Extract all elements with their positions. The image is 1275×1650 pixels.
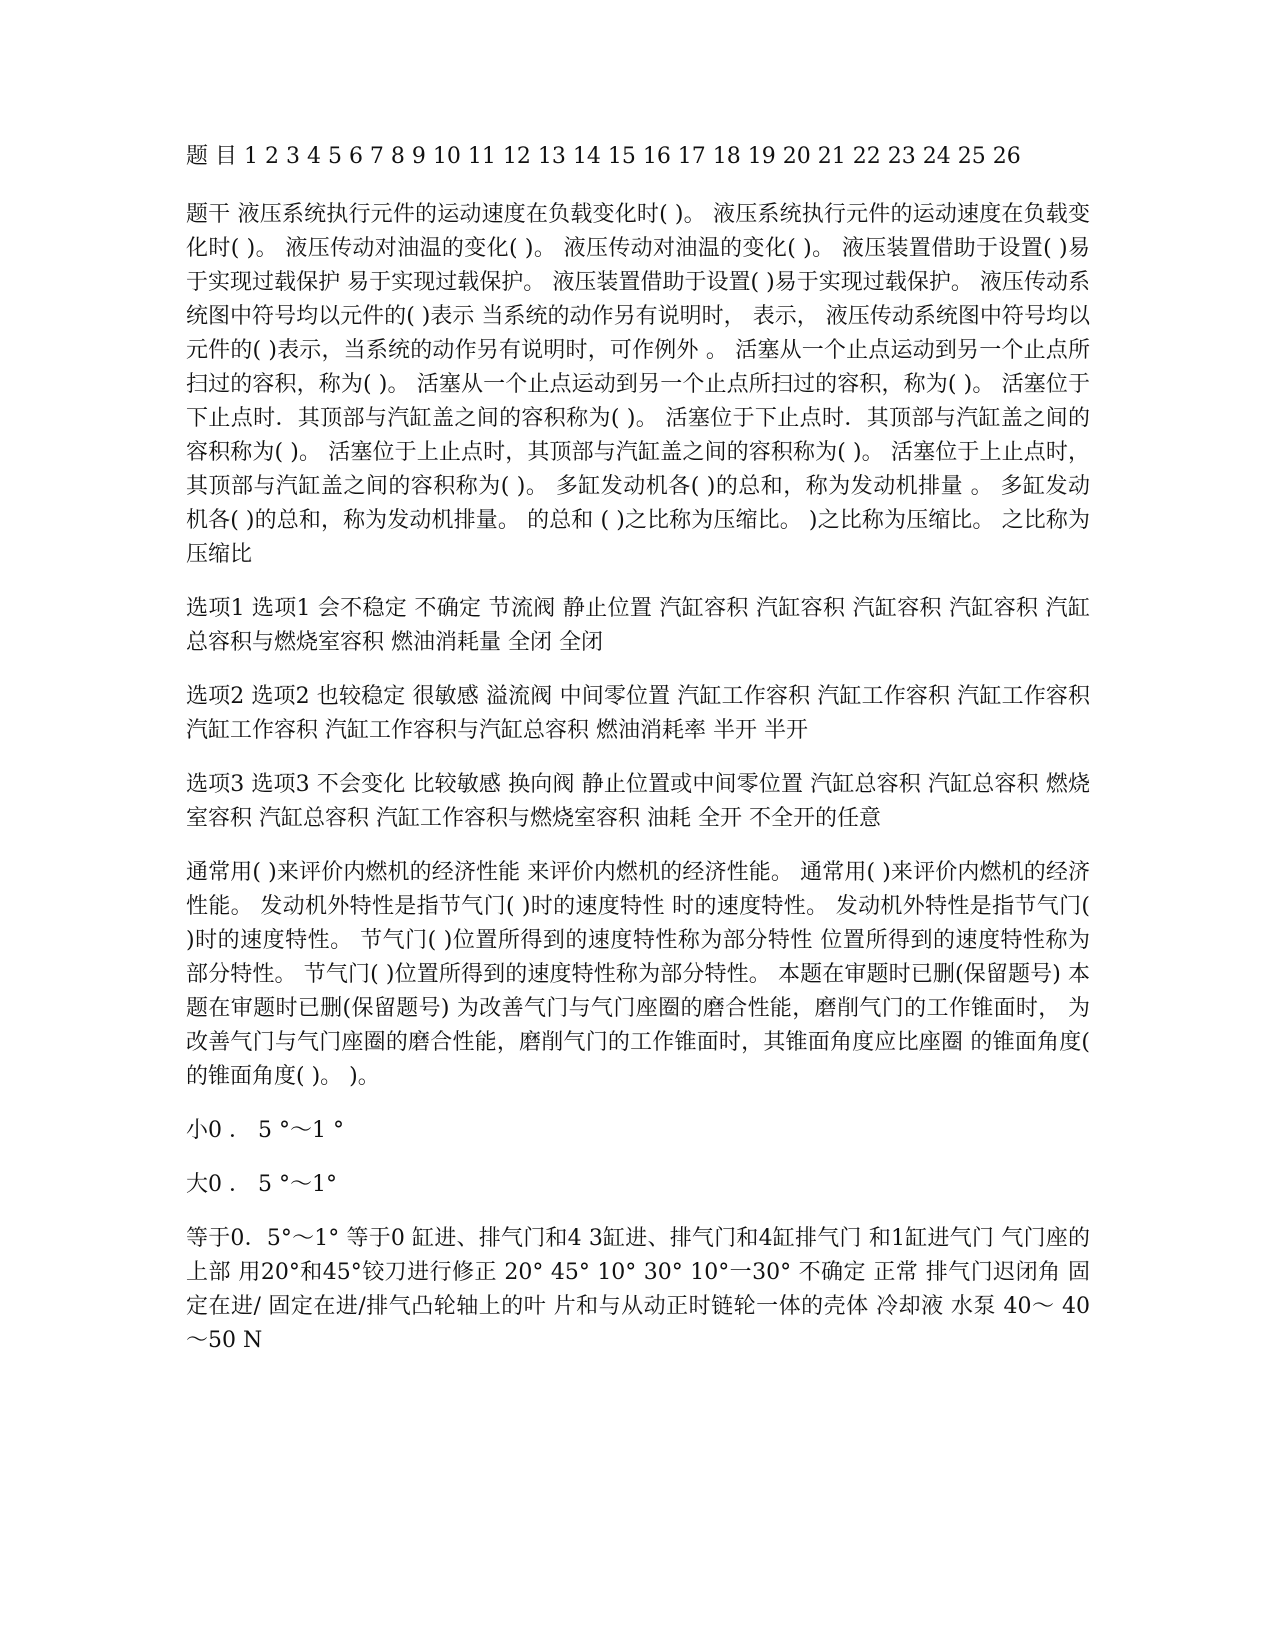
answer-line-large: 大0 ． 5 °～1° [186,1172,337,1197]
question-stems-paragraph: 题干 液压系统执行元件的运动速度在负载变化时( )。 液压系统执行元件的运动速度在负载变化时( )。 液压传动对油温的变化( )。 液压传动对油温的变化( )。 液压装置借助于设置( )易于实现过载保护 易于实现过载保护。 液压装置借助于设置( )易于实现过载保护。 液压传动系统图中符号均以元件的( )表示 当系统的动作另有说明时， 表示， 液压传动系统图中符号均以元件的( )表示，当系统的动作另有说明时，可作例外 。 活塞从一个止点运动到另一个止点所扫过的容积，称为( )。 活塞从一个止点运动到另一个止点所扫过的容积，称为( )。 活塞位于下止点时．其顶部与汽缸盖之间的容积称为( )。 活塞位于下止点时．其顶部与汽缸盖之间的容积称为( )。 活塞位于上止点时，其顶部与汽缸盖之间的容积称为( )。 活塞位于上止点时，其顶部与汽缸盖之间的容积称为( )。 多缸发动机各( )的总和，称为发动机排量 。 多缸发动机各( )的总和，称为发动机排量。 的总和 ( )之比称为压缩比。 )之比称为压缩比。 之比称为压缩比 [186,202,1090,567]
additional-questions-paragraph: 通常用( )来评价内燃机的经济性能 来评价内燃机的经济性能。 通常用( )来评价内燃机的经济性能。 发动机外特性是指节气门( )时的速度特性 时的速度特性。 发动机外特性是指节气门( )时的速度特性。 节气门( )位置所得到的速度特性称为部分特性 位置所得到的速度特性称为部分特性。 节气门( )位置所得到的速度特性称为部分特性。 本题在审题时已删(保留题号) 本题在审题时已删(保留题号) 为改善气门与气门座圈的磨合性能，磨削气门的工作锥面时， 为改善气门与气门座圈的磨合性能，磨削气门的工作锥面时，其锥面角度应比座圈 的锥面角度( 的锥面角度( )。 )。 [186,860,1090,1089]
option-3-paragraph: 选项3 选项3 不会变化 比较敏感 换向阀 静止位置或中间零位置 汽缸总容积 汽缸总容积 燃烧室容积 汽缸总容积 汽缸工作容积与燃烧室容积 油耗 全开 不全开的任意 [186,772,1090,831]
document-page [186,140,1090,1378]
answers-paragraph: 等于0．5°～1° 等于0 缸进、排气门和4 3缸进、排气门和4缸排气门 和1缸进气门 气门座的上部 用20°和45°铰刀进行修正 20° 45° 10° 30° 10°一30° 不确定 正常 排气门迟闭角 固定在进/ 固定在进/排气凸轮轴上的叶 片和与从动正时链轮一体的壳体 冷却液 水泵 40～ 40～50 N [186,1226,1090,1353]
question-number-header: 题 目 1 2 3 4 5 6 7 8 9 10 11 12 13 14 15 16 17 18 19 20 21 22 23 24 25 26 [186,144,1021,169]
option-1-paragraph: 选项1 选项1 会不稳定 不确定 节流阀 静止位置 汽缸容积 汽缸容积 汽缸容积 汽缸容积 汽缸总容积与燃烧室容积 燃油消耗量 全闭 全闭 [186,596,1090,655]
answer-line-small: 小0 ． 5 °～1 ° [186,1118,344,1143]
option-2-paragraph: 选项2 选项2 也较稳定 很敏感 溢流阀 中间零位置 汽缸工作容积 汽缸工作容积 汽缸工作容积 汽缸工作容积 汽缸工作容积与汽缸总容积 燃油消耗率 半开 半开 [186,684,1090,743]
